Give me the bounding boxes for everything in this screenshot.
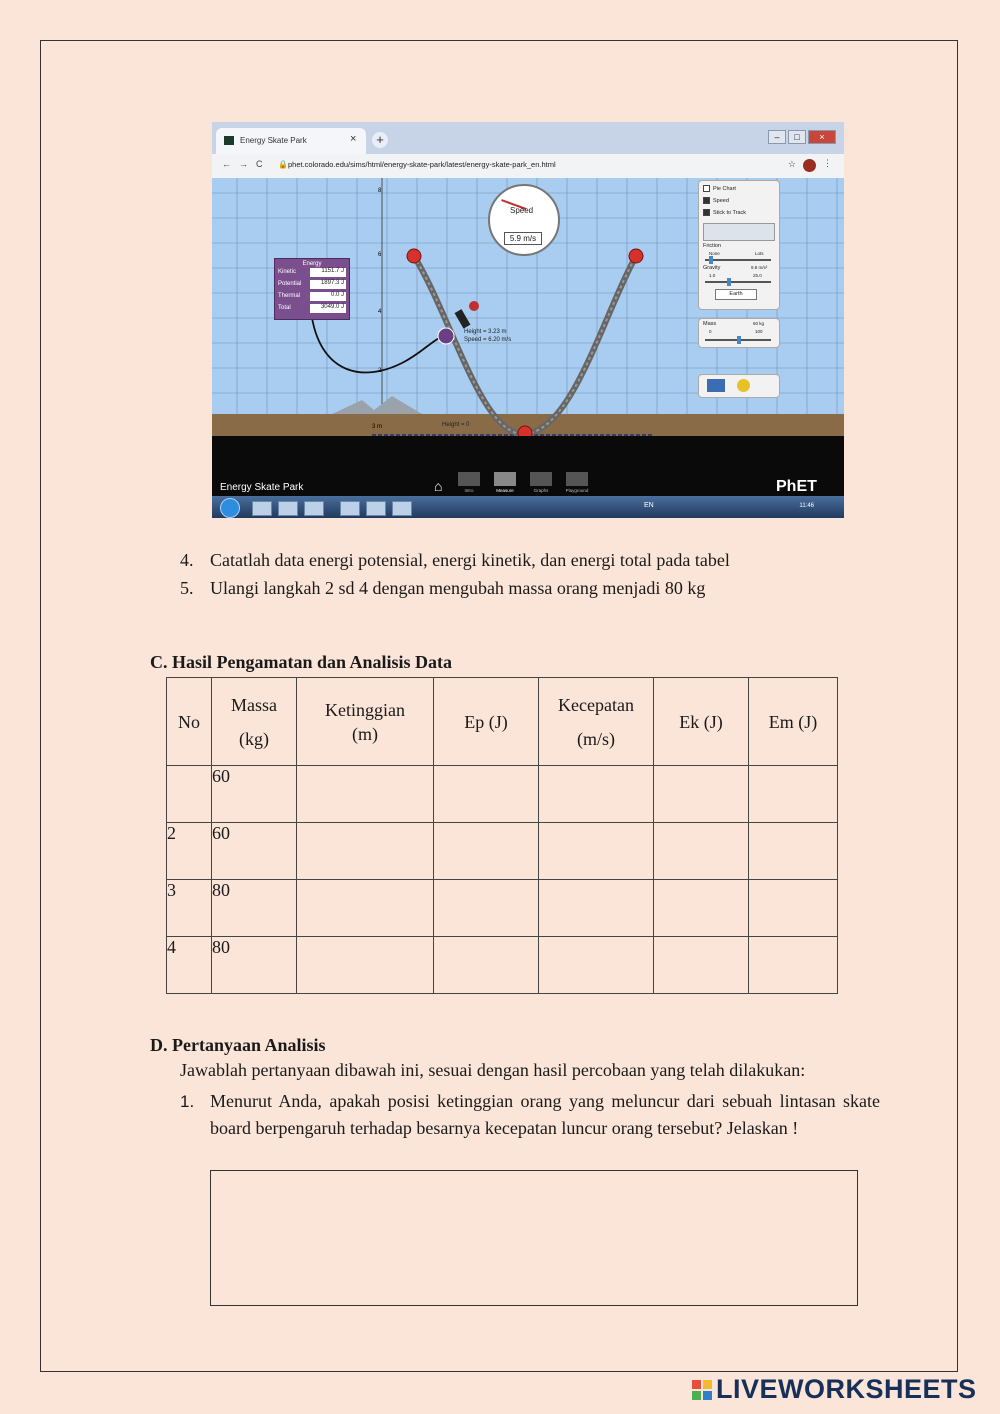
nav-arrows-icon[interactable]: ←→C	[222, 159, 271, 169]
browser-tab-strip	[212, 122, 844, 154]
cell-em[interactable]	[749, 880, 838, 937]
taskbar-app[interactable]	[340, 501, 360, 516]
friction-label: Friction	[703, 243, 722, 249]
step-number: 4.	[180, 550, 194, 570]
screen-selector	[454, 472, 598, 493]
step-number: 5.	[180, 578, 194, 598]
mountains	[332, 396, 422, 414]
phet-navbar	[212, 436, 844, 496]
phet-favicon-icon	[224, 136, 234, 145]
screen-label: Intro	[464, 488, 474, 493]
grid-label-8: 8	[378, 188, 382, 194]
question-1	[180, 1088, 880, 1142]
cell-ketinggian[interactable]	[297, 880, 434, 937]
phet-logo[interactable]: PhET	[776, 478, 817, 495]
table-header-row	[167, 678, 838, 766]
url-field[interactable]: phet.colorado.edu/sims/html/energy-skate-park/latest/energy-skate-park_en.html	[288, 160, 556, 169]
cell-massa: 80	[212, 937, 297, 994]
cell-no	[167, 766, 212, 823]
energy-value: 0.0 J	[310, 292, 346, 301]
grid-label-2: 2	[378, 368, 382, 374]
cell-ek[interactable]	[654, 880, 749, 937]
speed-checkbox[interactable]	[703, 197, 729, 204]
new-tab-button[interactable]: +	[372, 132, 388, 148]
header-massa-line2: (kg)	[239, 728, 269, 749]
cell-kecepatan[interactable]	[539, 937, 654, 994]
screen-intro[interactable]	[454, 472, 484, 493]
energy-title: Energy	[302, 261, 322, 267]
skater-marker[interactable]	[438, 328, 454, 344]
mass-panel	[698, 318, 780, 348]
header-no: No	[167, 678, 212, 766]
header-ketinggian-line1: Ketinggian	[325, 699, 405, 720]
mass-slider[interactable]	[705, 339, 771, 341]
header-em: Em (J)	[749, 678, 838, 766]
cell-ketinggian[interactable]	[297, 766, 434, 823]
taskbar-app[interactable]	[366, 501, 386, 516]
language-indicator[interactable]: EN	[644, 502, 654, 509]
brand-text: LIVEWORKSHEETS	[716, 1374, 977, 1404]
control-panel	[698, 180, 780, 310]
friction-slider[interactable]	[705, 259, 771, 261]
height-zero-label: Height = 0	[442, 422, 470, 428]
taskbar-clock: 11:46	[799, 503, 814, 509]
screen-label: Playground	[565, 488, 589, 493]
screen-measure[interactable]	[490, 472, 520, 493]
mass-knob[interactable]	[737, 336, 741, 344]
cell-massa: 60	[212, 823, 297, 880]
section-d-heading: D. Pertanyaan Analisis	[150, 1035, 326, 1055]
cell-ketinggian[interactable]	[297, 823, 434, 880]
table-row	[167, 823, 838, 880]
step-text: Ulangi langkah 2 sd 4 dengan mengubah massa orang menjadi 80 kg	[210, 578, 706, 598]
taskbar-app[interactable]	[252, 501, 272, 516]
measuring-tape-icon[interactable]	[737, 379, 750, 392]
liveworksheets-logo-icon	[692, 1380, 712, 1400]
list-item	[180, 574, 730, 602]
cell-no: 3	[167, 880, 212, 937]
mass-max-label: 100	[755, 329, 763, 334]
tools-panel	[698, 374, 780, 398]
screen-graphs[interactable]	[526, 472, 556, 493]
mass-value: 60 kg	[753, 321, 765, 326]
window-controls	[766, 130, 836, 144]
path-trace	[312, 318, 444, 373]
track-node-right[interactable]	[629, 249, 643, 263]
header-ek: Ek (J)	[654, 678, 749, 766]
header-ketinggian	[297, 678, 434, 766]
step-text: Catatlah data energi potensial, energi kinetik, dan energi total pada tabel	[210, 550, 730, 570]
track-node-bottom[interactable]	[518, 426, 532, 436]
mass-min-label: 0	[709, 329, 712, 334]
grid-label-6: 6	[378, 252, 382, 258]
header-kecepatan	[539, 678, 654, 766]
energy-value: 1151.7 J	[310, 268, 346, 277]
energy-row	[275, 291, 349, 303]
screen-playground[interactable]	[562, 472, 592, 493]
home-icon[interactable]: ⌂	[434, 480, 443, 495]
gravity-min-label: 1.0	[709, 273, 716, 278]
table-row	[167, 880, 838, 937]
minimize-button[interactable]: –	[768, 130, 786, 144]
close-icon[interactable]: ×	[350, 133, 357, 145]
header-kecepatan-line1: Kecepatan	[558, 694, 634, 715]
table-row	[167, 766, 838, 823]
friction-knob[interactable]	[709, 256, 713, 264]
skater-readout	[464, 328, 511, 344]
header-ketinggian-line2: (m)	[352, 723, 378, 744]
energy-value: 3049.0 J	[310, 304, 346, 313]
question-text: Menurut Anda, apakah posisi ketinggian orang yang meluncur dari sebuah lintasan skate board berpengaruh terhadap besarnya kecepatan luncur orang tersebut? Jelaskan !	[210, 1091, 880, 1138]
cell-massa: 60	[212, 766, 297, 823]
speed-checkbox-label: Speed	[713, 197, 729, 204]
taskbar-app[interactable]	[278, 501, 298, 516]
energy-label: Total	[278, 305, 291, 311]
header-ep: Ep (J)	[434, 678, 539, 766]
gravity-label: Gravity	[703, 265, 721, 271]
speed-label: Speed	[510, 206, 534, 215]
window-close-button[interactable]: ×	[808, 130, 836, 144]
screen-label: Measure	[496, 488, 514, 493]
cell-ketinggian[interactable]	[297, 937, 434, 994]
energy-label: Kinetic	[278, 269, 297, 275]
gravity-value: 9.8 m/s²	[751, 265, 768, 270]
taskbar-app[interactable]	[304, 501, 324, 516]
maximize-button[interactable]: □	[788, 130, 806, 144]
pie-chart-label: Pie Chart	[713, 185, 736, 192]
cell-ek[interactable]	[654, 937, 749, 994]
taskbar-app[interactable]	[392, 501, 412, 516]
speed-value: 5.9 m/s	[504, 232, 542, 245]
track-shape-buttons[interactable]	[703, 223, 775, 241]
windows-taskbar	[212, 496, 844, 518]
cell-ek[interactable]	[654, 766, 749, 823]
steps-list	[180, 546, 730, 602]
skater[interactable]	[455, 301, 479, 329]
star-icon[interactable]: ☆	[787, 159, 796, 169]
header-kecepatan-line2: (m/s)	[577, 728, 615, 749]
gravity-slider[interactable]	[705, 281, 771, 283]
answer-textbox[interactable]	[210, 1170, 858, 1306]
cell-massa: 80	[212, 880, 297, 937]
menu-icon[interactable]: ⋮	[823, 158, 832, 168]
pie-chart-checkbox[interactable]	[703, 185, 736, 192]
browser-tab[interactable]	[216, 128, 366, 154]
cell-ep[interactable]	[434, 937, 539, 994]
tab-title: Energy Skate Park	[240, 136, 307, 145]
cell-ep[interactable]	[434, 880, 539, 937]
cell-no: 2	[167, 823, 212, 880]
friction-lots-label: Lots	[755, 251, 764, 256]
cell-em[interactable]	[749, 766, 838, 823]
speedometer	[488, 184, 560, 256]
lock-icon: 🔒	[278, 160, 288, 169]
screen-label: Graphs	[533, 488, 549, 493]
readout-height: Height = 3.23 m	[464, 329, 507, 335]
profile-avatar[interactable]	[803, 159, 816, 172]
header-massa-line1: Massa	[231, 694, 277, 715]
header-massa	[212, 678, 297, 766]
stopwatch-icon[interactable]	[707, 379, 725, 392]
readout-speed: Speed = 6.20 m/s	[464, 337, 512, 343]
track-node-left[interactable]	[407, 249, 421, 263]
energy-row	[275, 267, 349, 279]
address-bar	[212, 154, 844, 179]
liveworksheets-logo	[692, 1374, 977, 1405]
question-number: 1.	[180, 1092, 195, 1111]
simulation-screenshot	[212, 122, 844, 518]
energy-row	[275, 303, 349, 315]
cell-no: 4	[167, 937, 212, 994]
stick-to-track-checkbox[interactable]	[703, 209, 746, 216]
section-c-heading: C. Hasil Pengamatan dan Analisis Data	[150, 652, 453, 672]
gravity-max-label: 25.0	[753, 273, 762, 278]
cell-ep[interactable]	[434, 766, 539, 823]
sim-canvas	[212, 178, 844, 436]
scale-label: 3 m	[372, 424, 383, 430]
start-button[interactable]	[220, 498, 240, 518]
energy-panel	[274, 258, 350, 320]
energy-row	[275, 279, 349, 291]
app-name: Energy Skate Park	[220, 482, 304, 493]
cell-kecepatan[interactable]	[539, 823, 654, 880]
table-row	[167, 937, 838, 994]
friction-none-label: None	[709, 251, 720, 256]
cell-kecepatan[interactable]	[539, 766, 654, 823]
data-table	[166, 677, 838, 994]
list-item	[180, 546, 730, 574]
cell-em[interactable]	[749, 823, 838, 880]
stick-to-track-label: Stick to Track	[713, 209, 747, 216]
instructions-text: Jawablah pertanyaan dibawah ini, sesuai dengan hasil percobaan yang telah dilakukan:	[180, 1060, 806, 1080]
planet-select[interactable]: Earth	[715, 289, 757, 300]
gravity-knob[interactable]	[727, 278, 731, 286]
cell-ep[interactable]	[434, 823, 539, 880]
energy-value: 1897.3 J	[310, 280, 346, 289]
cell-kecepatan[interactable]	[539, 880, 654, 937]
mass-label: Mass	[703, 321, 717, 327]
cell-ek[interactable]	[654, 823, 749, 880]
energy-label: Potential	[278, 281, 302, 287]
grid-label-4: 4	[378, 309, 382, 315]
cell-em[interactable]	[749, 937, 838, 994]
energy-label: Thermal	[278, 293, 301, 299]
